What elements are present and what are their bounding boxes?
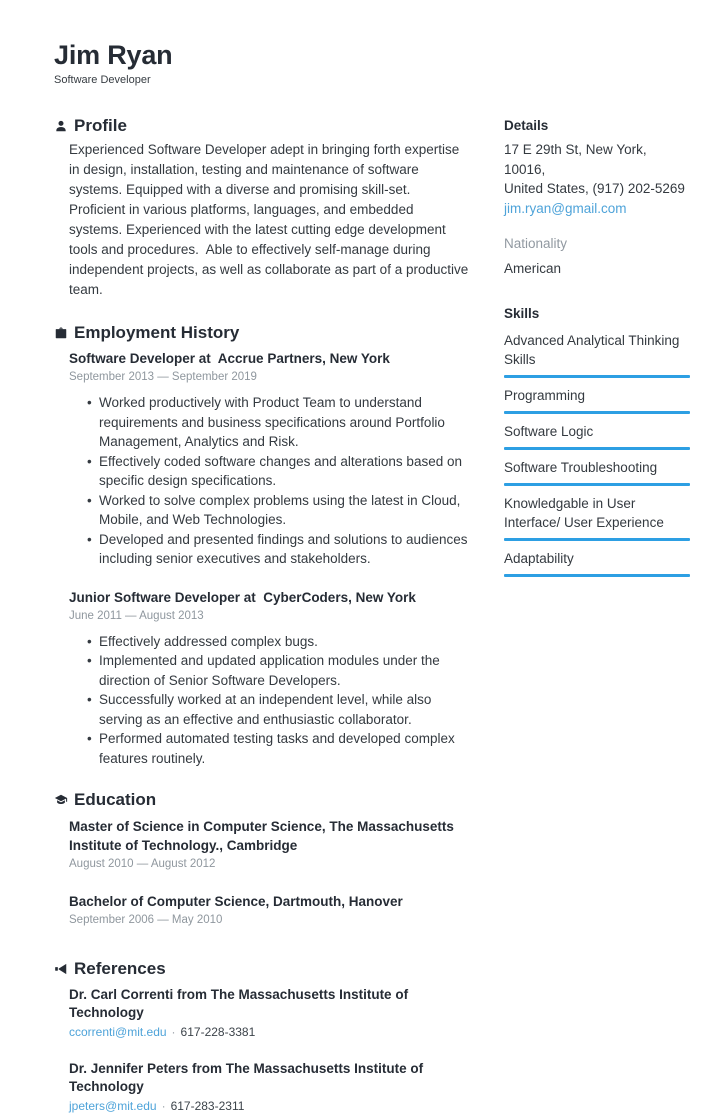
employment-section-title: Employment History — [74, 323, 240, 342]
skill-item — [504, 458, 690, 486]
reference-phone: 617-283-2311 — [170, 1099, 245, 1113]
job-bullet-list — [69, 632, 471, 769]
reference-email-link[interactable]: ccorrenti@mit.edu — [69, 1025, 167, 1039]
skill-name: Advanced Analytical Thinking Skills — [504, 333, 680, 367]
skills-heading: Skills — [504, 306, 540, 321]
nationality-label: Nationality — [504, 236, 568, 251]
skill-item — [504, 386, 690, 414]
references-section — [54, 958, 471, 1114]
job-title: Software Developer at Accrue Partners, New York — [69, 351, 390, 366]
skill-level-bar — [504, 483, 690, 486]
job-bullet: • Developed and presented findings and solutions to audiences including senior executives and stakeholders. — [99, 530, 471, 569]
skill-level-bar — [504, 447, 690, 450]
skill-name: Adaptability — [504, 551, 574, 566]
reference-email-link[interactable]: jpeters@mit.edu — [69, 1099, 157, 1113]
skill-item — [504, 549, 690, 577]
education-entries — [69, 817, 471, 928]
job-bullet: • Worked to solve complex problems using the latest in Cloud, Mobile, and Web Technologies. — [99, 491, 471, 530]
reference-entry — [69, 986, 471, 1040]
job-entry — [69, 350, 471, 569]
resume-header — [54, 40, 688, 87]
skill-level-bar — [504, 538, 690, 541]
employment-section — [54, 322, 471, 768]
references-section-header — [54, 958, 471, 980]
employment-entries — [69, 350, 471, 768]
degree-entry — [69, 817, 471, 872]
main-column — [54, 115, 471, 1114]
degree-dates: August 2010 — August 2012 — [69, 858, 216, 870]
content-columns — [54, 115, 688, 1114]
reference-entries — [69, 986, 471, 1114]
job-bullet: • Effectively coded software changes and alterations based on specific design specifications. — [99, 452, 471, 491]
skill-item — [504, 331, 690, 378]
sidebar — [504, 115, 690, 1114]
employment-section-header — [54, 322, 471, 344]
job-bullet: • Effectively addressed complex bugs. — [99, 632, 471, 652]
details-heading: Details — [504, 118, 549, 133]
megaphone-icon — [54, 962, 68, 976]
profile-section — [54, 115, 471, 300]
degree-dates: September 2006 — May 2010 — [69, 914, 223, 926]
skill-item — [504, 422, 690, 450]
references-section-title: References — [74, 959, 166, 978]
skill-level-bar — [504, 574, 690, 577]
reference-contact — [69, 1099, 471, 1114]
degree-title: Master of Science in Computer Science, The Massachusetts Institute of Technology., Cambridge — [69, 819, 458, 853]
reference-entry — [69, 1060, 471, 1114]
education-section-title: Education — [74, 790, 157, 809]
skill-item — [504, 494, 690, 541]
contact-email-link[interactable]: jim.ryan@gmail.com — [504, 200, 627, 216]
graduation-cap-icon — [54, 793, 68, 807]
candidate-job-title: Software Developer — [54, 74, 151, 86]
education-section — [54, 789, 471, 928]
job-bullet: • Performed automated testing tasks and developed complex features routinely. — [99, 729, 471, 768]
contact-separator: · — [161, 1099, 166, 1113]
briefcase-icon — [54, 326, 68, 340]
address-line-1: 17 E 29th St, New York, 10016, — [504, 142, 647, 177]
education-section-header — [54, 789, 471, 811]
skill-name: Programming — [504, 388, 586, 403]
contact-separator: · — [171, 1025, 176, 1039]
person-icon — [54, 119, 68, 133]
skill-name: Software Logic — [504, 424, 594, 439]
reference-contact — [69, 1025, 471, 1040]
skill-name: Software Troubleshooting — [504, 460, 658, 475]
job-bullet: • Worked productively with Product Team to understand requirements and business specifications around Portfolio Management, Analytics and Risk. — [99, 393, 471, 452]
profile-text: Experienced Software Developer adept in bringing forth expertise in design, installation, testing and maintenance of software systems. Equipped with a diverse and promising skill-set. Proficient in various platforms, languages, and embedded systems. Experienced with the latest cutting edge development tools and procedures. Able to effectively self-manage during independent projects, as well as collaborate as part of a productive team. — [69, 142, 473, 297]
reference-name: Dr. Jennifer Peters from The Massachusetts Institute of Technology — [69, 1061, 427, 1094]
reference-name: Dr. Carl Correnti from The Massachusetts Institute of Technology — [69, 987, 412, 1020]
job-bullet: • Implemented and updated application modules under the direction of Senior Software Developers. — [99, 651, 471, 690]
degree-entry — [69, 892, 471, 928]
skill-name: Knowledgable in User Interface/ User Experience — [504, 496, 664, 530]
profile-section-title: Profile — [74, 116, 127, 135]
address-line-2: United States, (917) 202-5269 — [504, 181, 685, 196]
job-bullet-list — [69, 393, 471, 569]
skill-level-bar — [504, 375, 690, 378]
candidate-name: Jim Ryan — [54, 40, 173, 70]
skill-level-bar — [504, 411, 690, 414]
profile-section-header — [54, 115, 471, 137]
job-title: Junior Software Developer at CyberCoders, New York — [69, 589, 416, 605]
job-dates: September 2013 — September 2019 — [69, 371, 257, 383]
job-bullet: • Successfully worked at an independent level, while also serving as an effective and enthusiastic collaborator. — [99, 690, 471, 729]
degree-title: Bachelor of Computer Science, Dartmouth, Hanover — [69, 894, 403, 909]
reference-phone: 617-228-3381 — [180, 1025, 256, 1039]
job-entry — [69, 589, 471, 769]
nationality-value: American — [504, 261, 562, 276]
job-dates: June 2011 — August 2013 — [69, 609, 204, 622]
